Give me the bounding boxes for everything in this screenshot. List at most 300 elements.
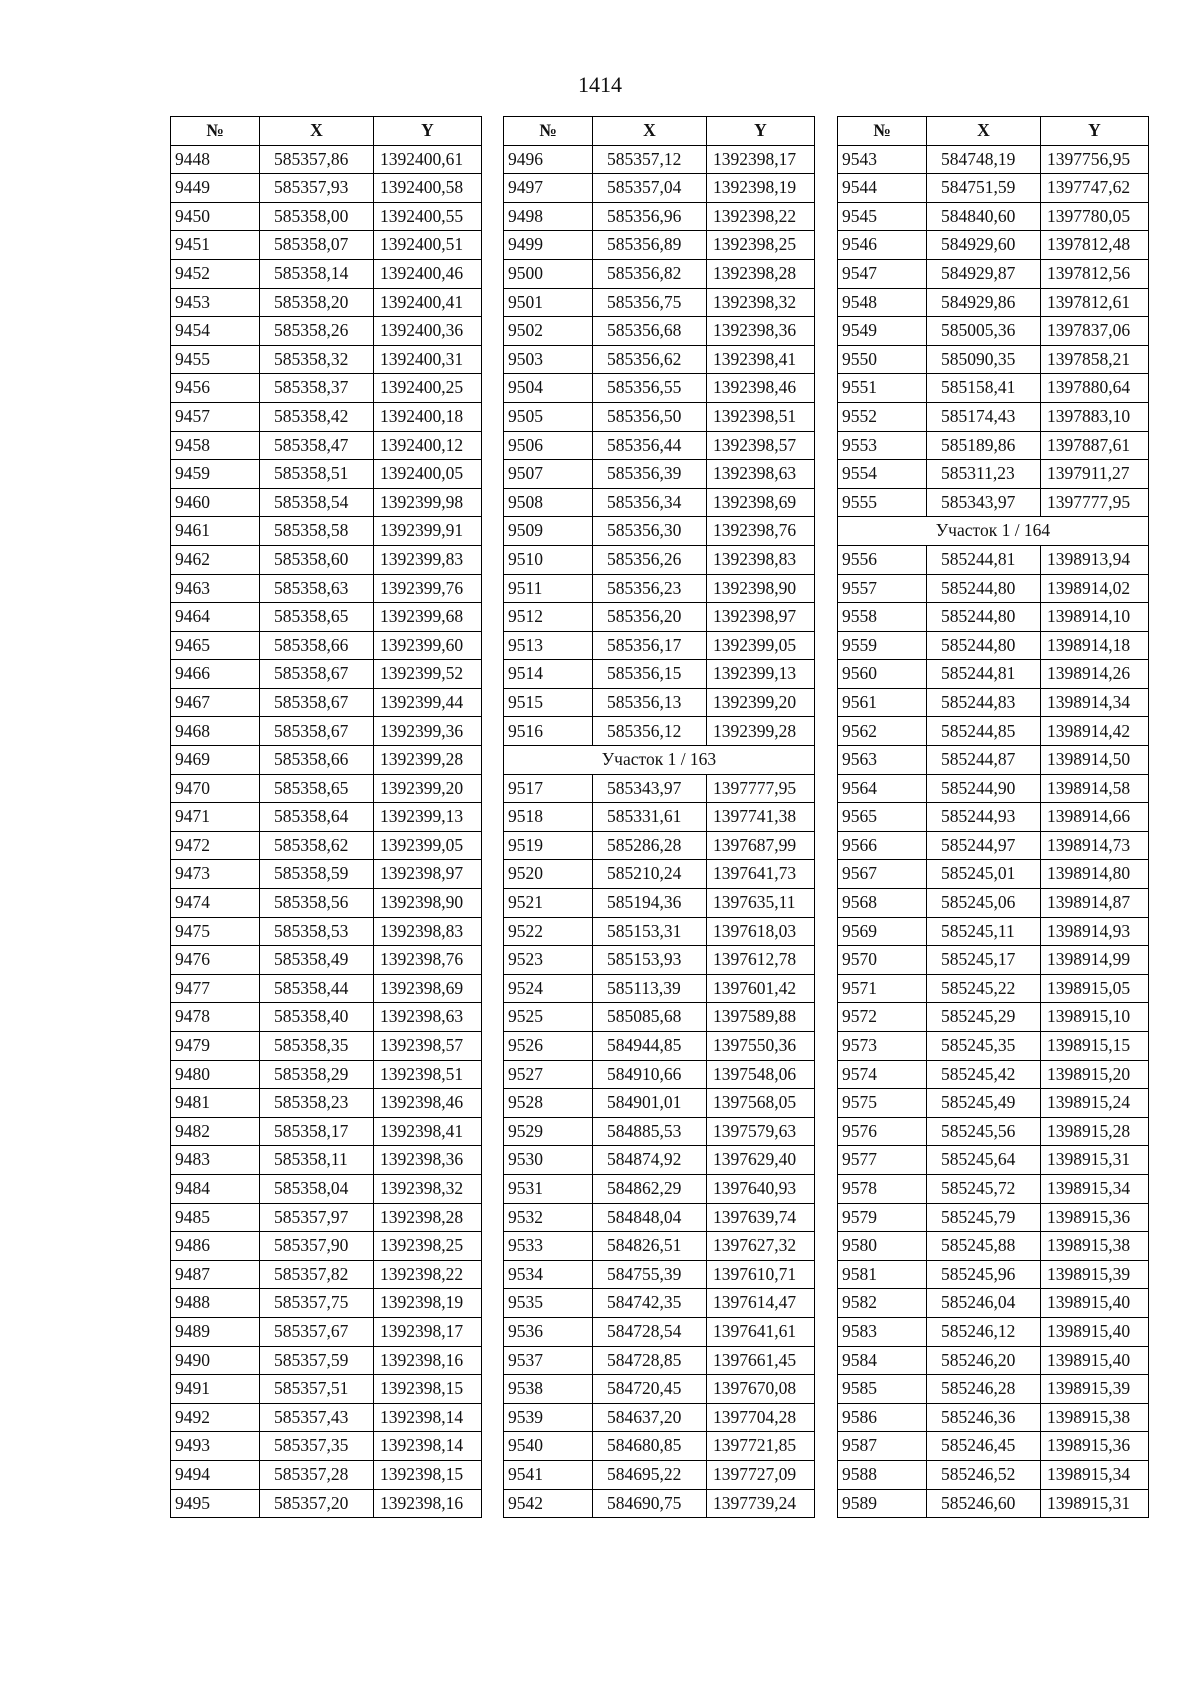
- y-coordinate: 1392398,83: [707, 545, 815, 574]
- table-row: [171, 974, 482, 1003]
- y-coordinate: 1392400,36: [374, 317, 482, 346]
- table-row: [838, 688, 1149, 717]
- table-row: [838, 1432, 1149, 1461]
- x-coordinate: 585246,20: [927, 1346, 1041, 1375]
- table-row: [504, 1317, 815, 1346]
- y-coordinate: 1392398,22: [707, 202, 815, 231]
- point-number: 9474: [171, 889, 260, 918]
- point-number: 9538: [504, 1375, 593, 1404]
- y-coordinate: 1392398,41: [374, 1117, 482, 1146]
- table-row: [504, 517, 815, 546]
- table-row: [504, 1403, 815, 1432]
- point-number: 9503: [504, 345, 593, 374]
- y-coordinate: 1397627,32: [707, 1232, 815, 1261]
- x-coordinate: 585357,12: [593, 145, 707, 174]
- point-number: 9464: [171, 603, 260, 632]
- table-row: [838, 1289, 1149, 1318]
- y-coordinate: 1392398,19: [707, 174, 815, 203]
- point-number: 9558: [838, 603, 927, 632]
- point-number: 9459: [171, 460, 260, 489]
- y-coordinate: 1392398,90: [374, 889, 482, 918]
- y-coordinate: 1392398,46: [374, 1089, 482, 1118]
- x-coordinate: 585245,11: [927, 917, 1041, 946]
- point-number: 9469: [171, 746, 260, 775]
- table-row: [504, 603, 815, 632]
- y-coordinate: 1392398,63: [374, 1003, 482, 1032]
- y-coordinate: 1392399,36: [374, 717, 482, 746]
- y-coordinate: 1397858,21: [1041, 345, 1149, 374]
- table-row: [171, 688, 482, 717]
- table-row: [504, 288, 815, 317]
- point-number: 9481: [171, 1089, 260, 1118]
- x-coordinate: 584929,87: [927, 259, 1041, 288]
- y-coordinate: 1398915,15: [1041, 1032, 1149, 1061]
- table-row: [504, 345, 815, 374]
- point-number: 9456: [171, 374, 260, 403]
- point-number: 9501: [504, 288, 593, 317]
- point-number: 9556: [838, 545, 927, 574]
- point-number: 9494: [171, 1460, 260, 1489]
- header-y: Y: [374, 117, 482, 146]
- table-row: [171, 603, 482, 632]
- point-number: 9585: [838, 1375, 927, 1404]
- x-coordinate: 585358,32: [260, 345, 374, 374]
- x-coordinate: 584720,45: [593, 1375, 707, 1404]
- point-number: 9533: [504, 1232, 593, 1261]
- point-number: 9576: [838, 1117, 927, 1146]
- x-coordinate: 584885,53: [593, 1117, 707, 1146]
- table-row: [838, 1346, 1149, 1375]
- point-number: 9586: [838, 1403, 927, 1432]
- table-row: [838, 174, 1149, 203]
- y-coordinate: 1397812,48: [1041, 231, 1149, 260]
- point-number: 9555: [838, 488, 927, 517]
- y-coordinate: 1397601,42: [707, 974, 815, 1003]
- x-coordinate: 585358,26: [260, 317, 374, 346]
- point-number: 9489: [171, 1317, 260, 1346]
- table-row: [838, 545, 1149, 574]
- x-coordinate: 585358,20: [260, 288, 374, 317]
- table-row: [171, 145, 482, 174]
- point-number: 9567: [838, 860, 927, 889]
- x-coordinate: 585174,43: [927, 402, 1041, 431]
- x-coordinate: 585356,23: [593, 574, 707, 603]
- point-number: 9449: [171, 174, 260, 203]
- x-coordinate: 585245,56: [927, 1117, 1041, 1146]
- y-coordinate: 1397612,78: [707, 946, 815, 975]
- point-number: 9573: [838, 1032, 927, 1061]
- table-row: [838, 1089, 1149, 1118]
- point-number: 9534: [504, 1260, 593, 1289]
- x-coordinate: 585358,49: [260, 946, 374, 975]
- header-number: №: [504, 117, 593, 146]
- x-coordinate: 585356,39: [593, 460, 707, 489]
- y-coordinate: 1397670,08: [707, 1375, 815, 1404]
- point-number: 9528: [504, 1089, 593, 1118]
- y-coordinate: 1397641,61: [707, 1317, 815, 1346]
- table-row: [171, 1375, 482, 1404]
- point-number: 9453: [171, 288, 260, 317]
- point-number: 9583: [838, 1317, 927, 1346]
- point-number: 9518: [504, 803, 593, 832]
- point-number: 9535: [504, 1289, 593, 1318]
- table-row: [504, 402, 815, 431]
- x-coordinate: 585357,51: [260, 1375, 374, 1404]
- table-row: [504, 1174, 815, 1203]
- point-number: 9460: [171, 488, 260, 517]
- point-number: 9531: [504, 1174, 593, 1203]
- y-coordinate: 1392398,15: [374, 1375, 482, 1404]
- x-coordinate: 585358,35: [260, 1032, 374, 1061]
- x-coordinate: 585358,40: [260, 1003, 374, 1032]
- y-coordinate: 1392399,60: [374, 631, 482, 660]
- x-coordinate: 585358,58: [260, 517, 374, 546]
- x-coordinate: 585286,28: [593, 831, 707, 860]
- y-coordinate: 1397837,06: [1041, 317, 1149, 346]
- table-row: [171, 860, 482, 889]
- y-coordinate: 1392398,97: [374, 860, 482, 889]
- table-row: [171, 1089, 482, 1118]
- y-coordinate: 1392400,58: [374, 174, 482, 203]
- table-row: [504, 1375, 815, 1404]
- table-row: [171, 660, 482, 689]
- point-number: 9539: [504, 1403, 593, 1432]
- y-coordinate: 1397780,05: [1041, 202, 1149, 231]
- table-row: [838, 259, 1149, 288]
- point-number: 9514: [504, 660, 593, 689]
- point-number: 9482: [171, 1117, 260, 1146]
- point-number: 9498: [504, 202, 593, 231]
- section-label: Участок 1 / 164: [838, 517, 1149, 546]
- y-coordinate: 1397687,99: [707, 831, 815, 860]
- x-coordinate: 585358,59: [260, 860, 374, 889]
- point-number: 9506: [504, 431, 593, 460]
- table-row: [171, 460, 482, 489]
- x-coordinate: 585357,67: [260, 1317, 374, 1346]
- y-coordinate: 1392399,52: [374, 660, 482, 689]
- y-coordinate: 1398915,10: [1041, 1003, 1149, 1032]
- point-number: 9475: [171, 917, 260, 946]
- y-coordinate: 1392398,97: [707, 603, 815, 632]
- table-row: [838, 460, 1149, 489]
- y-coordinate: 1392398,76: [374, 946, 482, 975]
- table-row: [838, 574, 1149, 603]
- table-row: [504, 803, 815, 832]
- x-coordinate: 585244,81: [927, 660, 1041, 689]
- x-coordinate: 584695,22: [593, 1460, 707, 1489]
- y-coordinate: 1397704,28: [707, 1403, 815, 1432]
- y-coordinate: 1398915,31: [1041, 1146, 1149, 1175]
- table-row: [171, 831, 482, 860]
- x-coordinate: 585357,75: [260, 1289, 374, 1318]
- x-coordinate: 585153,93: [593, 946, 707, 975]
- y-coordinate: 1392399,13: [374, 803, 482, 832]
- header-x: X: [927, 117, 1041, 146]
- x-coordinate: 585358,17: [260, 1117, 374, 1146]
- table-row: [504, 545, 815, 574]
- y-coordinate: 1397887,61: [1041, 431, 1149, 460]
- x-coordinate: 585358,11: [260, 1146, 374, 1175]
- table-row: [838, 488, 1149, 517]
- table-row: [838, 717, 1149, 746]
- point-number: 9553: [838, 431, 927, 460]
- y-coordinate: 1398914,50: [1041, 746, 1149, 775]
- point-number: 9479: [171, 1032, 260, 1061]
- x-coordinate: 585357,86: [260, 145, 374, 174]
- point-number: 9546: [838, 231, 927, 260]
- table-row: [171, 1260, 482, 1289]
- x-coordinate: 585356,34: [593, 488, 707, 517]
- point-number: 9572: [838, 1003, 927, 1032]
- x-coordinate: 584929,86: [927, 288, 1041, 317]
- y-coordinate: 1398915,34: [1041, 1174, 1149, 1203]
- point-number: 9560: [838, 660, 927, 689]
- table-header-row: [171, 117, 482, 146]
- point-number: 9548: [838, 288, 927, 317]
- y-coordinate: 1398915,38: [1041, 1403, 1149, 1432]
- y-coordinate: 1398915,34: [1041, 1460, 1149, 1489]
- y-coordinate: 1392398,16: [374, 1346, 482, 1375]
- y-coordinate: 1392398,28: [374, 1203, 482, 1232]
- x-coordinate: 585245,49: [927, 1089, 1041, 1118]
- y-coordinate: 1398914,66: [1041, 803, 1149, 832]
- point-number: 9552: [838, 402, 927, 431]
- point-number: 9559: [838, 631, 927, 660]
- point-number: 9517: [504, 774, 593, 803]
- x-coordinate: 585356,26: [593, 545, 707, 574]
- y-coordinate: 1398915,40: [1041, 1317, 1149, 1346]
- table-row: [504, 688, 815, 717]
- x-coordinate: 585358,66: [260, 746, 374, 775]
- table-row: [171, 1289, 482, 1318]
- section-row: [504, 746, 815, 775]
- y-coordinate: 1392400,51: [374, 231, 482, 260]
- point-number: 9484: [171, 1174, 260, 1203]
- point-number: 9508: [504, 488, 593, 517]
- y-coordinate: 1392399,83: [374, 545, 482, 574]
- table-row: [838, 1375, 1149, 1404]
- y-coordinate: 1392400,05: [374, 460, 482, 489]
- point-number: 9462: [171, 545, 260, 574]
- table-row: [838, 402, 1149, 431]
- table-row: [838, 774, 1149, 803]
- y-coordinate: 1397614,47: [707, 1289, 815, 1318]
- y-coordinate: 1397727,09: [707, 1460, 815, 1489]
- table-row: [838, 1032, 1149, 1061]
- x-coordinate: 585356,62: [593, 345, 707, 374]
- x-coordinate: 584742,35: [593, 1289, 707, 1318]
- x-coordinate: 584728,85: [593, 1346, 707, 1375]
- x-coordinate: 585085,68: [593, 1003, 707, 1032]
- table-row: [171, 1060, 482, 1089]
- table-row: [838, 974, 1149, 1003]
- y-coordinate: 1398915,36: [1041, 1432, 1149, 1461]
- point-number: 9571: [838, 974, 927, 1003]
- y-coordinate: 1398915,36: [1041, 1203, 1149, 1232]
- point-number: 9463: [171, 574, 260, 603]
- x-coordinate: 585245,96: [927, 1260, 1041, 1289]
- x-coordinate: 585113,39: [593, 974, 707, 1003]
- table-row: [504, 1203, 815, 1232]
- point-number: 9526: [504, 1032, 593, 1061]
- table-row: [171, 1203, 482, 1232]
- y-coordinate: 1392399,20: [707, 688, 815, 717]
- table-row: [171, 1032, 482, 1061]
- table-row: [504, 231, 815, 260]
- y-coordinate: 1392398,15: [374, 1460, 482, 1489]
- y-coordinate: 1392398,28: [707, 259, 815, 288]
- header-number: №: [838, 117, 927, 146]
- x-coordinate: 585357,59: [260, 1346, 374, 1375]
- x-coordinate: 585358,53: [260, 917, 374, 946]
- point-number: 9472: [171, 831, 260, 860]
- point-number: 9540: [504, 1432, 593, 1461]
- y-coordinate: 1392398,25: [707, 231, 815, 260]
- x-coordinate: 585244,97: [927, 831, 1041, 860]
- y-coordinate: 1397747,62: [1041, 174, 1149, 203]
- point-number: 9457: [171, 402, 260, 431]
- table-row: [171, 1403, 482, 1432]
- y-coordinate: 1392398,76: [707, 517, 815, 546]
- table-row: [504, 974, 815, 1003]
- point-number: 9468: [171, 717, 260, 746]
- y-coordinate: 1397618,03: [707, 917, 815, 946]
- y-coordinate: 1398915,31: [1041, 1489, 1149, 1518]
- x-coordinate: 585343,97: [927, 488, 1041, 517]
- x-coordinate: 584680,85: [593, 1432, 707, 1461]
- x-coordinate: 585245,01: [927, 860, 1041, 889]
- x-coordinate: 585245,79: [927, 1203, 1041, 1232]
- point-number: 9589: [838, 1489, 927, 1518]
- header-x: X: [593, 117, 707, 146]
- x-coordinate: 585358,63: [260, 574, 374, 603]
- x-coordinate: 585358,54: [260, 488, 374, 517]
- point-number: 9542: [504, 1489, 593, 1518]
- point-number: 9523: [504, 946, 593, 975]
- y-coordinate: 1392399,05: [374, 831, 482, 860]
- x-coordinate: 585189,86: [927, 431, 1041, 460]
- point-number: 9509: [504, 517, 593, 546]
- y-coordinate: 1392399,13: [707, 660, 815, 689]
- table-row: [171, 803, 482, 832]
- point-number: 9580: [838, 1232, 927, 1261]
- table-row: [171, 545, 482, 574]
- x-coordinate: 585244,93: [927, 803, 1041, 832]
- table-row: [838, 145, 1149, 174]
- y-coordinate: 1397610,71: [707, 1260, 815, 1289]
- y-coordinate: 1392400,55: [374, 202, 482, 231]
- x-coordinate: 585358,42: [260, 402, 374, 431]
- y-coordinate: 1398915,40: [1041, 1289, 1149, 1318]
- x-coordinate: 585357,04: [593, 174, 707, 203]
- y-coordinate: 1397635,11: [707, 889, 815, 918]
- point-number: 9532: [504, 1203, 593, 1232]
- table-row: [171, 574, 482, 603]
- point-number: 9477: [171, 974, 260, 1003]
- x-coordinate: 584901,01: [593, 1089, 707, 1118]
- table-row: [838, 1060, 1149, 1089]
- x-coordinate: 584874,92: [593, 1146, 707, 1175]
- point-number: 9511: [504, 574, 593, 603]
- table-row: [838, 1232, 1149, 1261]
- y-coordinate: 1397639,74: [707, 1203, 815, 1232]
- table-row: [838, 1174, 1149, 1203]
- x-coordinate: 585357,28: [260, 1460, 374, 1489]
- point-number: 9450: [171, 202, 260, 231]
- table-row: [838, 889, 1149, 918]
- point-number: 9581: [838, 1260, 927, 1289]
- table-row: [504, 431, 815, 460]
- table-row: [504, 860, 815, 889]
- table-row: [171, 1489, 482, 1518]
- x-coordinate: 585245,72: [927, 1174, 1041, 1203]
- x-coordinate: 585246,52: [927, 1460, 1041, 1489]
- x-coordinate: 585356,68: [593, 317, 707, 346]
- point-number: 9452: [171, 259, 260, 288]
- y-coordinate: 1392399,76: [374, 574, 482, 603]
- point-number: 9588: [838, 1460, 927, 1489]
- table-row: [504, 1232, 815, 1261]
- point-number: 9584: [838, 1346, 927, 1375]
- x-coordinate: 585246,04: [927, 1289, 1041, 1318]
- y-coordinate: 1397911,27: [1041, 460, 1149, 489]
- table-row: [838, 1489, 1149, 1518]
- y-coordinate: 1397568,05: [707, 1089, 815, 1118]
- point-number: 9461: [171, 517, 260, 546]
- point-number: 9476: [171, 946, 260, 975]
- table-row: [504, 1260, 815, 1289]
- x-coordinate: 585358,47: [260, 431, 374, 460]
- point-number: 9525: [504, 1003, 593, 1032]
- point-number: 9551: [838, 374, 927, 403]
- table-row: [171, 488, 482, 517]
- y-coordinate: 1398915,20: [1041, 1060, 1149, 1089]
- point-number: 9566: [838, 831, 927, 860]
- point-number: 9465: [171, 631, 260, 660]
- coordinates-table-3: [837, 116, 1149, 1518]
- table-row: [504, 1117, 815, 1146]
- table-row: [171, 259, 482, 288]
- point-number: 9522: [504, 917, 593, 946]
- x-coordinate: 585358,37: [260, 374, 374, 403]
- x-coordinate: 585244,80: [927, 574, 1041, 603]
- y-coordinate: 1392398,32: [707, 288, 815, 317]
- section-label: Участок 1 / 163: [504, 746, 815, 775]
- x-coordinate: 584929,60: [927, 231, 1041, 260]
- x-coordinate: 585245,29: [927, 1003, 1041, 1032]
- y-coordinate: 1392398,90: [707, 574, 815, 603]
- y-coordinate: 1397550,36: [707, 1032, 815, 1061]
- table-row: [171, 746, 482, 775]
- point-number: 9448: [171, 145, 260, 174]
- point-number: 9467: [171, 688, 260, 717]
- point-number: 9536: [504, 1317, 593, 1346]
- table-row: [838, 1203, 1149, 1232]
- table-row: [504, 660, 815, 689]
- x-coordinate: 585357,90: [260, 1232, 374, 1261]
- x-coordinate: 584910,66: [593, 1060, 707, 1089]
- x-coordinate: 585358,07: [260, 231, 374, 260]
- x-coordinate: 585356,96: [593, 202, 707, 231]
- y-coordinate: 1398914,26: [1041, 660, 1149, 689]
- table-header-row: [838, 117, 1149, 146]
- y-coordinate: 1397812,61: [1041, 288, 1149, 317]
- table-row: [504, 1032, 815, 1061]
- table-row: [171, 1232, 482, 1261]
- table-row: [838, 917, 1149, 946]
- point-number: 9554: [838, 460, 927, 489]
- point-number: 9455: [171, 345, 260, 374]
